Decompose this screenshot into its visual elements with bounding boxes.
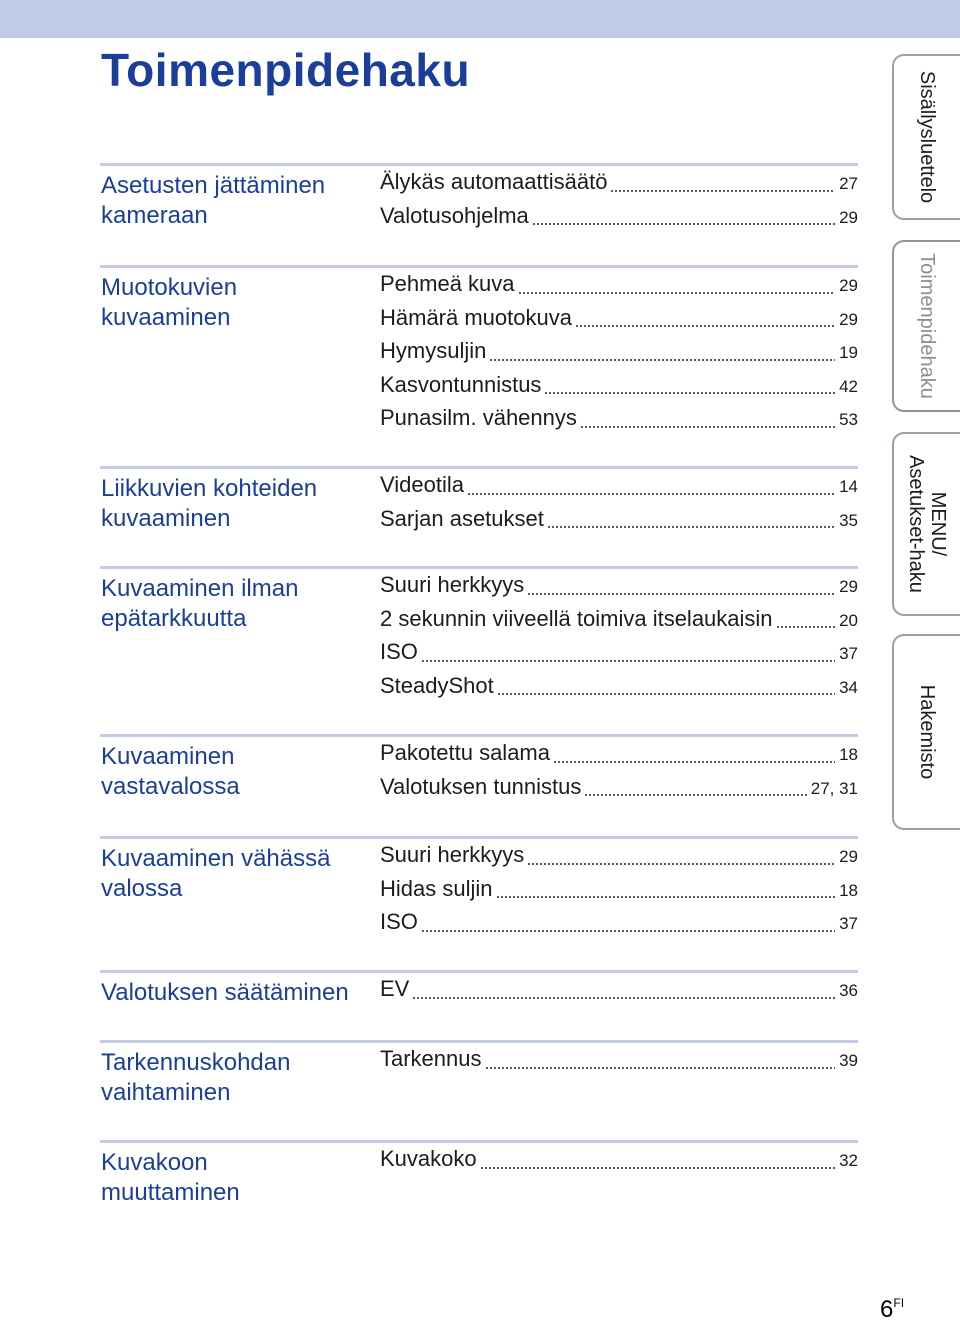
section-divider: [100, 265, 858, 268]
section-heading-line: Asetusten jättäminen: [101, 172, 326, 199]
entry-name: Suuri herkkyys: [380, 842, 525, 867]
entry-name: Kuvakoko: [380, 1146, 477, 1171]
tab-label-line: MENU/: [927, 491, 949, 557]
section-heading-line: kuvaaminen: [101, 304, 231, 331]
entry-page-number: 19: [839, 343, 858, 362]
dot-leader: [575, 325, 835, 327]
dot-leader: [496, 896, 836, 898]
index-entry-link[interactable]: [380, 673, 858, 707]
section-divider: [100, 566, 858, 569]
entry-name: Älykäs automaattisäätö: [380, 169, 608, 194]
entry-name: ISO: [380, 909, 418, 934]
entry-name: Hidas suljin: [380, 875, 493, 901]
index-entry-link[interactable]: [380, 506, 858, 540]
dot-leader: [527, 593, 835, 595]
tab-label-line: Asetukset-haku: [905, 455, 927, 593]
tab-label-line: Sisällysluettelo: [916, 70, 938, 204]
entry-page-number: 18: [839, 880, 858, 900]
section-heading: [101, 574, 373, 634]
entry-list: [380, 472, 858, 539]
tab-operation-search[interactable]: [892, 240, 960, 412]
entry-list: [380, 169, 858, 236]
entry-list: [380, 976, 858, 1010]
entry-name: Hämärä muotokuva: [380, 304, 572, 330]
index-entry-link[interactable]: [380, 372, 858, 406]
section-heading-line: Kuvakoon: [101, 1149, 208, 1176]
section-heading-line: Liikkuvien kohteiden: [101, 475, 318, 502]
entry-name: Valotusohjelma: [380, 202, 529, 228]
entry-page-number: 36: [839, 981, 858, 1000]
index-entry-link[interactable]: [380, 909, 858, 943]
dot-leader: [776, 626, 836, 628]
entry-name: Sarjan asetukset: [380, 505, 544, 531]
entry-name: Suuri herkkyys: [380, 572, 525, 597]
entry-page-number: 29: [839, 207, 858, 227]
index-entry-link[interactable]: [380, 1046, 858, 1080]
entry-list: [380, 842, 858, 943]
section-divider: [100, 836, 858, 839]
entry-name: Valotuksen tunnistus: [380, 773, 582, 799]
index-entry-link[interactable]: [380, 976, 858, 1010]
dot-leader: [547, 526, 835, 528]
tab-label-line: Toimenpidehaku: [916, 253, 938, 399]
section-heading: [101, 474, 373, 534]
section-heading-line: Kuvaaminen ilman: [101, 575, 299, 602]
index-entry-link[interactable]: [380, 305, 858, 339]
tab-index[interactable]: [892, 634, 960, 830]
section-heading-line: epätarkkuutta: [101, 605, 247, 632]
top-color-band: [0, 0, 960, 38]
section-divider: [100, 163, 858, 166]
section-heading-line: muuttaminen: [101, 1179, 240, 1206]
section-heading-line: vaihtaminen: [101, 1079, 231, 1106]
index-entry-link[interactable]: [380, 1146, 858, 1180]
entry-page-number: 39: [839, 1051, 858, 1070]
index-entry-link[interactable]: [380, 169, 858, 203]
dot-leader: [421, 930, 835, 932]
section-divider: [100, 1040, 858, 1043]
section-heading-line: Tarkennuskohdan: [101, 1049, 291, 1076]
dot-leader: [532, 223, 835, 225]
section-heading: [101, 1148, 373, 1208]
dot-leader: [527, 863, 835, 865]
page-number: [880, 1296, 904, 1324]
entry-page-number: 27, 31: [810, 778, 858, 798]
entry-name: EV: [380, 976, 410, 1001]
entry-name: Videotila: [380, 472, 464, 497]
entry-name: Punasilm. vähennys: [380, 405, 577, 430]
index-entry-link[interactable]: [380, 774, 858, 808]
dot-leader: [584, 794, 806, 796]
index-entry-link[interactable]: [380, 271, 858, 305]
tab-label-line: Hakemisto: [916, 684, 938, 780]
entry-name: Hymysuljin: [380, 338, 487, 363]
section-divider: [100, 466, 858, 469]
entry-list: [380, 271, 858, 439]
section-heading: [101, 171, 373, 231]
entry-page-number: 53: [839, 410, 858, 429]
entry-name: Kasvontunnistus: [380, 371, 542, 397]
page-title: Toimenpidehaku: [101, 44, 471, 96]
section-divider: [100, 734, 858, 737]
entry-name: ISO: [380, 639, 418, 664]
section-heading-line: kameraan: [101, 202, 208, 229]
section-heading: [101, 1048, 373, 1108]
tab-label: [916, 253, 938, 399]
entry-list: [380, 1046, 858, 1080]
tab-label: [916, 71, 938, 203]
entry-page-number: 35: [839, 510, 858, 530]
entry-page-number: 29: [839, 847, 858, 866]
entry-page-number: 34: [839, 677, 858, 697]
dot-leader: [480, 1167, 835, 1169]
tab-label: [916, 685, 938, 779]
index-entry-link[interactable]: [380, 572, 858, 606]
entry-page-number: 20: [839, 610, 858, 630]
index-entry-link[interactable]: [380, 740, 858, 774]
index-entry-link[interactable]: [380, 876, 858, 910]
entry-page-number: 32: [839, 1151, 858, 1170]
section-heading: [101, 844, 373, 904]
section-heading: [101, 978, 373, 1008]
dot-leader: [485, 1067, 836, 1069]
entry-page-number: 37: [839, 644, 858, 663]
index-entry-link[interactable]: [380, 639, 858, 673]
section-divider: [100, 1140, 858, 1143]
entry-page-number: 29: [839, 276, 858, 295]
dot-leader: [610, 190, 835, 192]
tab-contents[interactable]: [892, 54, 960, 220]
dot-leader: [421, 660, 835, 662]
entry-name: Tarkennus: [380, 1046, 482, 1071]
entry-name: Pehmeä kuva: [380, 271, 515, 296]
entry-page-number: 27: [839, 174, 858, 193]
section-heading: [101, 273, 373, 333]
section-heading-line: valossa: [101, 875, 183, 902]
tab-label: [905, 455, 949, 593]
section-heading-line: Muotokuvien: [101, 274, 238, 301]
section-divider: [100, 970, 858, 973]
entry-name: SteadyShot: [380, 672, 494, 698]
section-heading-line: kuvaaminen: [101, 505, 231, 532]
entry-list: [380, 740, 858, 807]
entry-page-number: 18: [839, 745, 858, 764]
dot-leader: [553, 761, 835, 763]
section-heading-line: Kuvaaminen: [101, 743, 235, 770]
dot-leader: [518, 292, 836, 294]
section-heading-line: Valotuksen säätäminen: [101, 979, 349, 1006]
page-number-value: 6: [880, 1296, 894, 1323]
index-entry-link[interactable]: [380, 203, 858, 237]
page-number-suffix: FI: [893, 1296, 905, 1310]
index-entry-link[interactable]: [380, 338, 858, 372]
entry-page-number: 14: [839, 477, 858, 496]
entry-page-number: 29: [839, 577, 858, 596]
index-entry-link[interactable]: [380, 606, 858, 640]
dot-leader: [544, 392, 835, 394]
section-heading-line: Kuvaaminen vähässä: [101, 845, 331, 872]
dot-leader: [412, 997, 835, 999]
entry-page-number: 42: [839, 376, 858, 396]
dot-leader: [467, 493, 835, 495]
entry-name: 2 sekunnin viiveellä toimiva itselaukaisin: [380, 605, 773, 631]
entry-page-number: 29: [839, 309, 858, 329]
tab-menu-settings-search[interactable]: [892, 432, 960, 616]
section-heading-line: vastavalossa: [101, 773, 240, 800]
dot-leader: [489, 359, 835, 361]
dot-leader: [580, 426, 835, 428]
index-entry-link[interactable]: [380, 472, 858, 506]
entry-name: Pakotettu salama: [380, 740, 550, 765]
entry-page-number: 37: [839, 914, 858, 933]
entry-list: [380, 1146, 858, 1180]
dot-leader: [497, 693, 835, 695]
entry-list: [380, 572, 858, 706]
index-entry-link[interactable]: [380, 405, 858, 439]
section-heading: [101, 742, 373, 802]
index-entry-link[interactable]: [380, 842, 858, 876]
